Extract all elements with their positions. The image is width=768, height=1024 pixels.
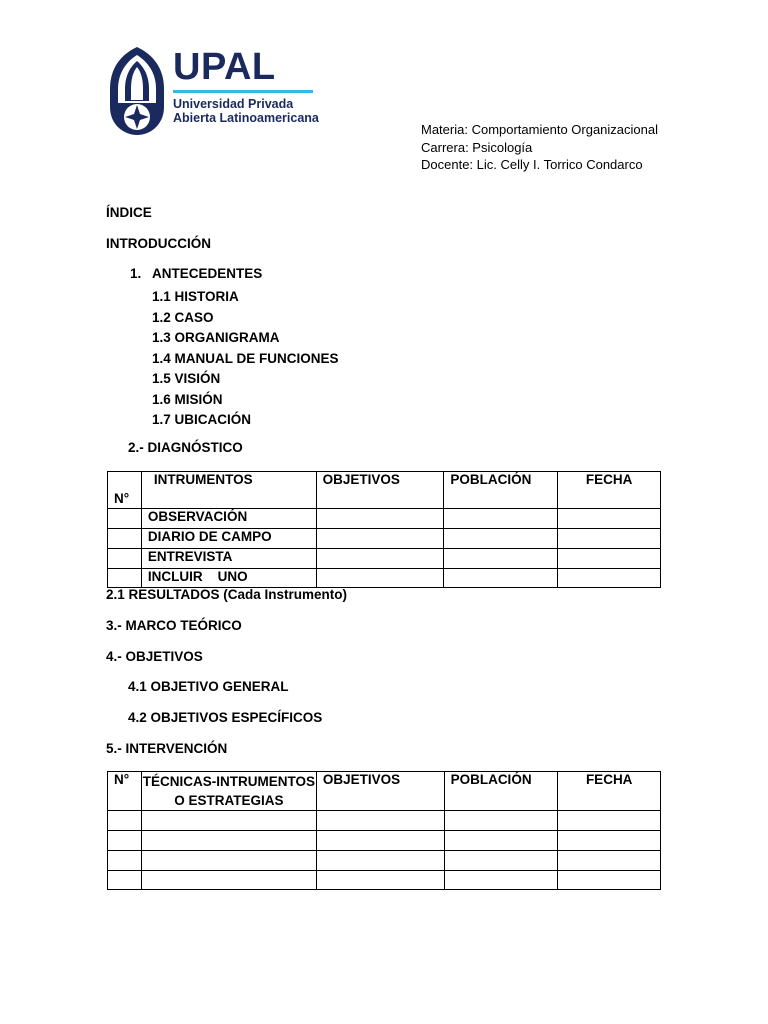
carrera-text: Carrera: Psicología — [421, 139, 533, 155]
instrument-cell: OBSERVACIÓN — [141, 509, 316, 529]
table-row — [108, 549, 661, 569]
diagnostico-heading: 2.- DIAGNÓSTICO — [128, 440, 243, 455]
header-fecha: FECHA — [558, 772, 661, 811]
header-tecnicas — [141, 772, 316, 811]
header-instrumentos: INTRUMENTOS — [141, 472, 316, 509]
list-item: 1.4 MANUAL DE FUNCIONES — [152, 350, 339, 366]
header-num: N° — [108, 772, 142, 811]
brand-subtitle-line2: Abierta Latinoamericana — [173, 111, 319, 125]
instrument-cell: ENTREVISTA — [141, 549, 316, 569]
header-fecha: FECHA — [558, 472, 661, 509]
list-item: 1.7 UBICACIÓN — [152, 412, 252, 427]
instrument-cell: INCLUIR UNO — [141, 569, 316, 588]
header-poblacion: POBLACIÓN — [444, 472, 558, 509]
table-row — [108, 811, 661, 831]
intervencion-table — [107, 771, 661, 890]
objetivos-especificos-heading: 4.2 OBJETIVOS ESPECÍFICOS — [128, 710, 323, 725]
list-item: 1.1 HISTORIA — [152, 289, 239, 304]
table-row — [108, 569, 661, 588]
upal-emblem-icon — [106, 45, 168, 137]
header-objetivos: OBJETIVOS — [316, 472, 444, 509]
table-row — [108, 509, 661, 529]
header-poblacion: POBLACIÓN — [444, 772, 558, 811]
table-header-row — [108, 472, 661, 509]
header-tecnicas-line1: TÉCNICAS-INTRUMENTOS — [142, 774, 316, 789]
brand-name: UPAL — [173, 46, 276, 88]
objetivo-general-heading: 4.1 OBJETIVO GENERAL — [128, 679, 289, 694]
table-header-row — [108, 772, 661, 811]
header-objetivos: OBJETIVOS — [316, 772, 444, 811]
table-row — [108, 851, 661, 871]
table-row — [108, 529, 661, 549]
diagnostico-table — [107, 471, 661, 588]
list-item: 1.6 MISIÓN — [152, 391, 223, 407]
list-item: 1.5 VISIÓN — [152, 371, 221, 386]
resultados-heading: 2.1 RESULTADOS (Cada Instrumento) — [106, 587, 348, 602]
docente-text: Docente: Lic. Celly I. Torrico Condarco — [421, 157, 643, 172]
objetivos-heading: 4.- OBJETIVOS — [106, 649, 203, 664]
table-row — [108, 831, 661, 851]
header-num: N° — [108, 472, 142, 509]
course-info — [421, 121, 658, 174]
brand-subtitle-line1: Universidad Privada — [173, 97, 294, 111]
materia-text: Materia: Comportamiento Organizacional — [421, 122, 658, 137]
instrument-cell: DIARIO DE CAMPO — [141, 529, 316, 549]
university-logo — [106, 45, 319, 137]
brand-underline — [173, 90, 313, 93]
list-item: 1.2 CASO — [152, 309, 214, 325]
header-tecnicas-line2: O ESTRATEGIAS — [174, 793, 284, 808]
marco-teorico-heading: 3.- MARCO TEÓRICO — [106, 618, 242, 633]
antecedentes-heading: 1. ANTECEDENTES — [130, 266, 263, 281]
table-row — [108, 871, 661, 890]
antecedentes-list — [152, 287, 339, 431]
indice-heading: ÍNDICE — [106, 205, 152, 220]
list-item: 1.3 ORGANIGRAMA — [152, 330, 280, 345]
intervencion-heading: 5.- INTERVENCIÓN — [106, 741, 228, 756]
introduccion-heading: INTRODUCCIÓN — [106, 236, 211, 251]
